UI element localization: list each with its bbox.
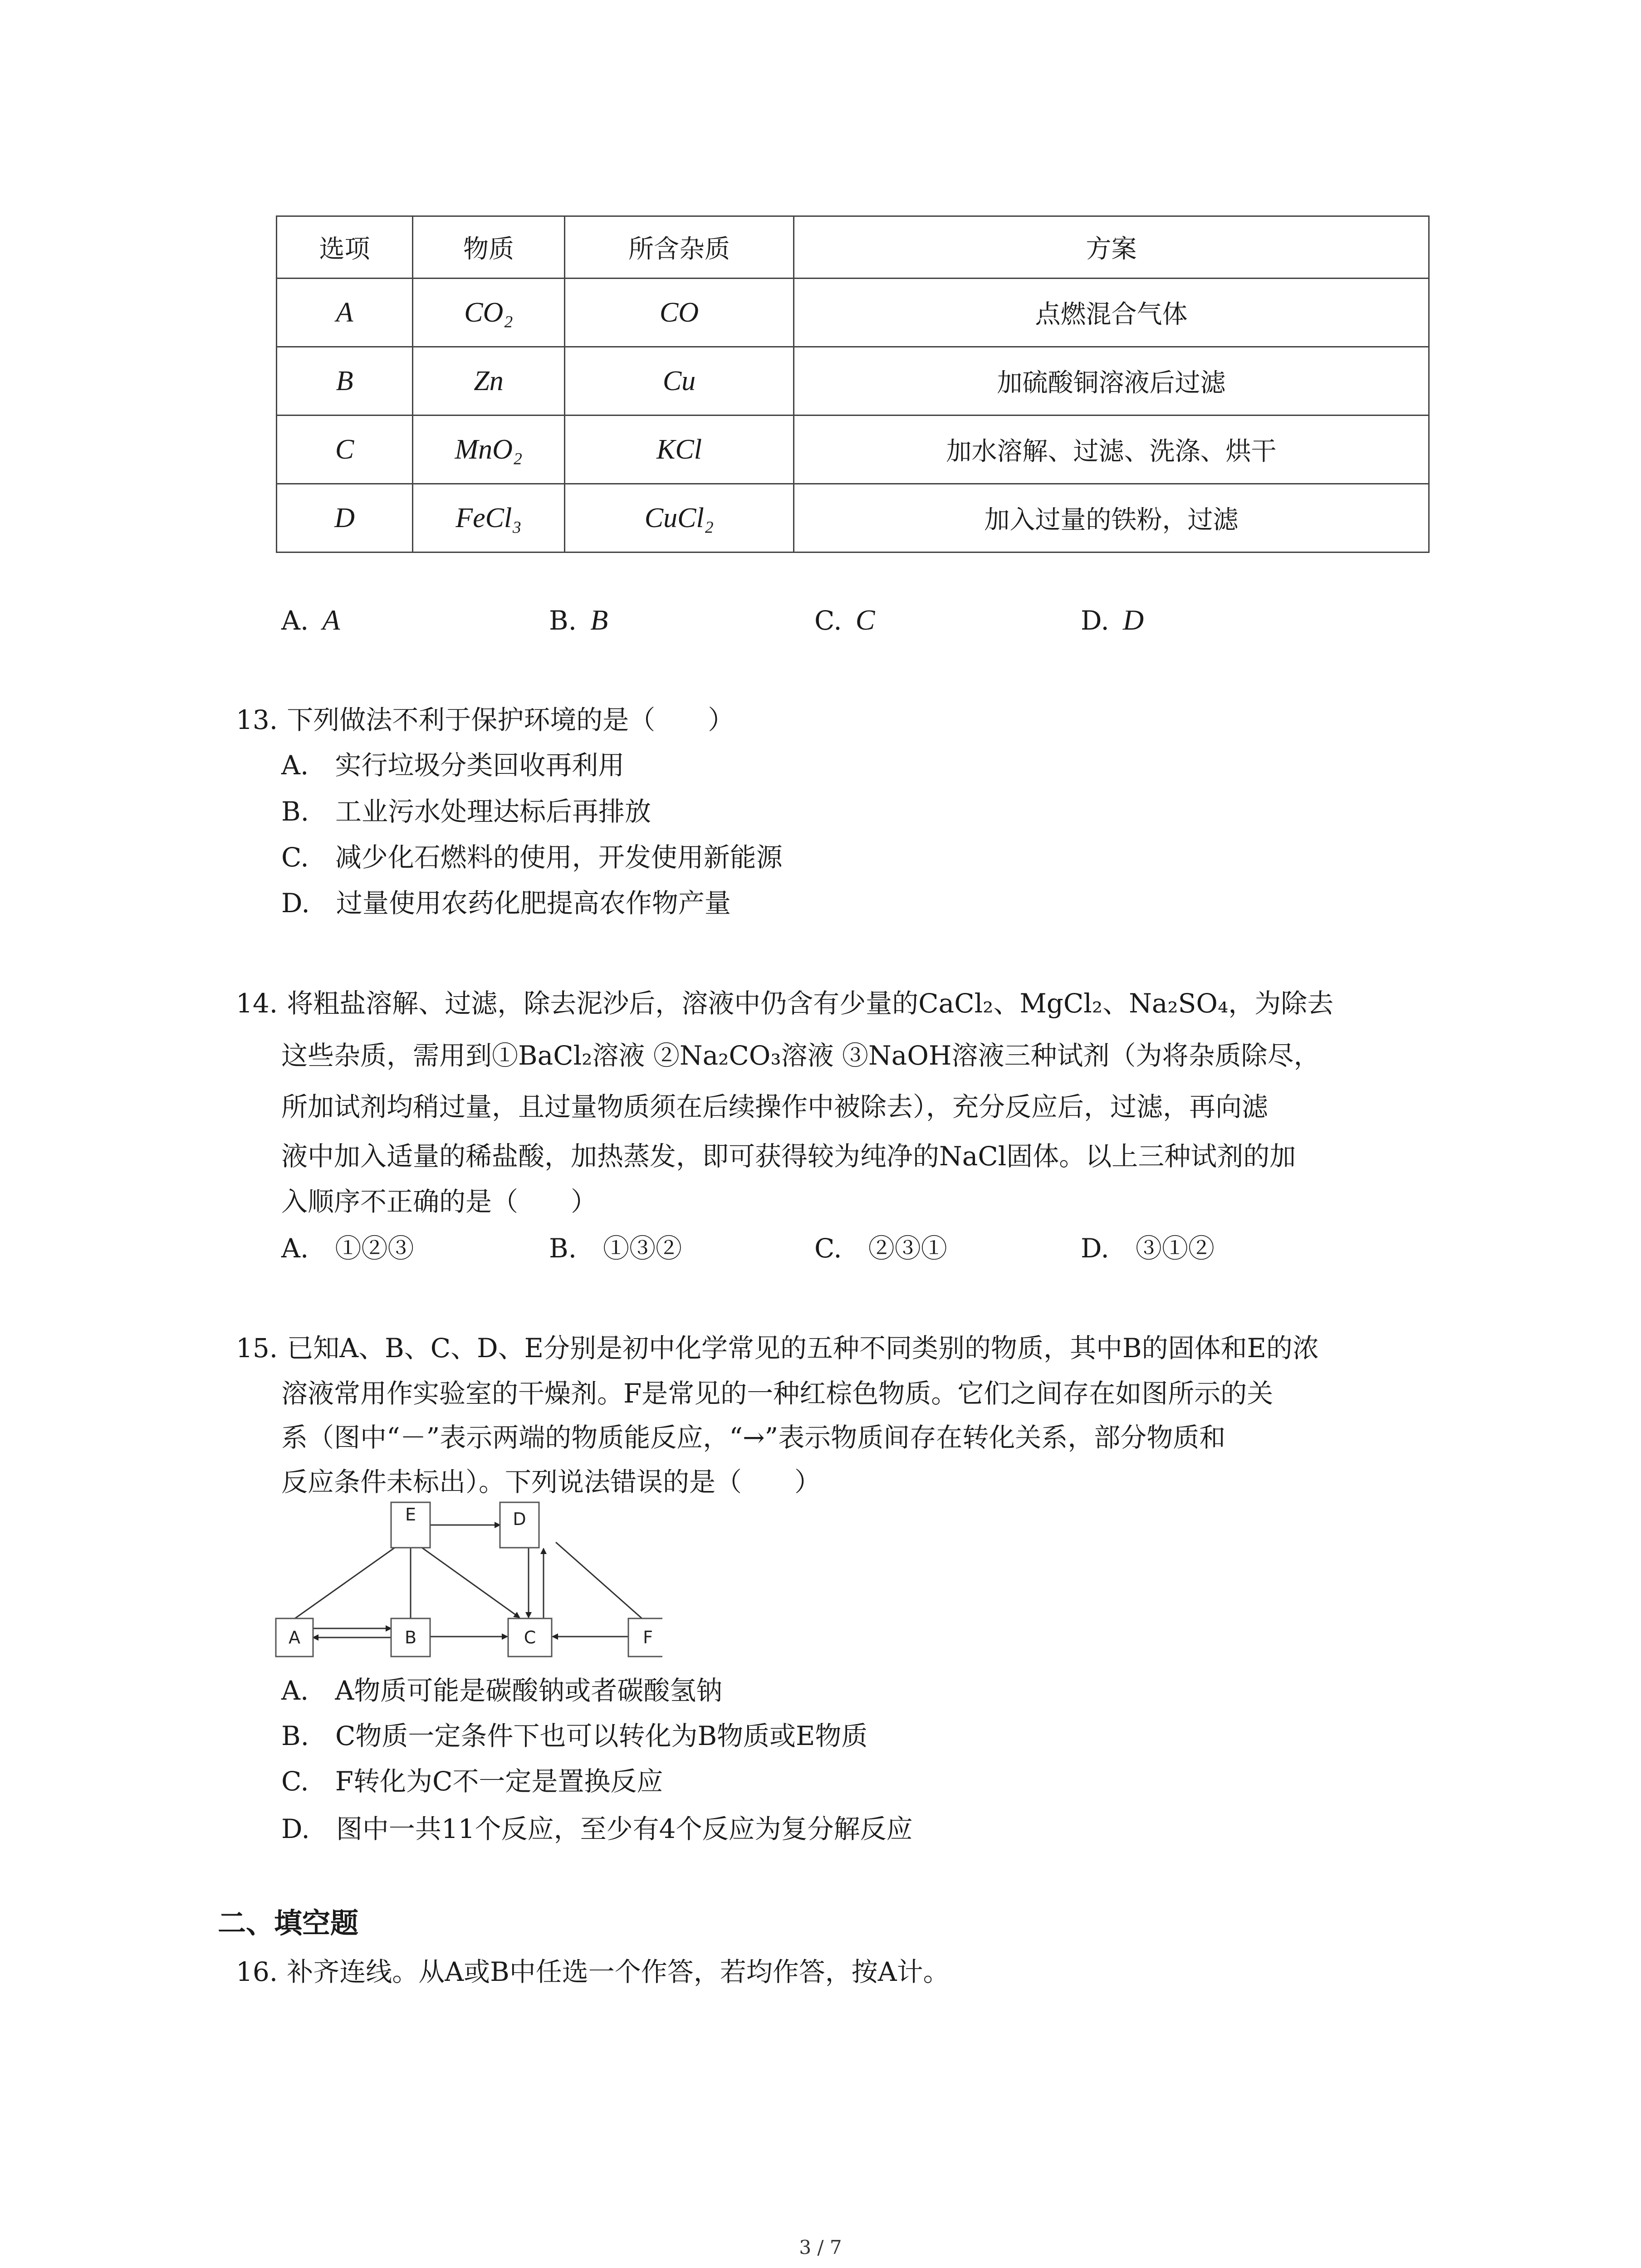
row-substance: CO₂: [413, 279, 565, 347]
row-impurity: CuCl₂: [565, 484, 794, 552]
choice-label: B.: [549, 605, 577, 636]
row-option: C: [277, 415, 413, 484]
table-row: [277, 484, 1429, 552]
q14-choice-d[interactable]: D. ③①②: [1081, 1233, 1215, 1264]
choice-label: C.: [814, 605, 842, 636]
q14-line-2: 这些杂质，需用到①BaCl₂溶液 ②Na₂CO₃溶液 ③NaOH溶液三种试剂（为将杂质除尽，: [281, 1040, 1320, 1071]
row-option: A: [277, 279, 413, 347]
edge-e-c: [422, 1548, 519, 1618]
row-substance: Zn: [413, 347, 565, 415]
q15-line-4: 反应条件未标出）。下列说法错误的是（ ）: [281, 1466, 821, 1497]
q12-choice-a[interactable]: [281, 603, 340, 637]
page-number: 3 / 7: [799, 2236, 842, 2258]
q12-choice-d[interactable]: [1081, 603, 1144, 637]
q14-line-4: 液中加入适量的稀盐酸，加热蒸发，即可获得较为纯净的NaCl固体。以上三种试剂的加: [281, 1141, 1296, 1172]
node-f-label: F: [643, 1628, 653, 1647]
node-b-label: B: [404, 1628, 417, 1647]
q14-line-3: 所加试剂均稍过量，且过量物质须在后续操作中被除去），充分反应后，过滤，再向滤: [281, 1091, 1269, 1122]
q12-table: [276, 215, 1430, 553]
edge-e-a: [295, 1548, 395, 1618]
choice-label: A.: [281, 605, 309, 636]
q15-line-1: [236, 1327, 1319, 1365]
choice-value: A: [322, 604, 340, 636]
q15-choice-c[interactable]: C. F转化为C不一定是置换反应: [281, 1766, 663, 1797]
q14-choice-c[interactable]: C. ②③①: [814, 1233, 947, 1264]
header-option: 选项: [277, 216, 413, 279]
question-text: 将粗盐溶解、过滤，除去泥沙后，溶液中仍含有少量的CaCl₂、MgCl₂、Na₂SO₄，为除去: [287, 988, 1334, 1019]
question-number: 14.: [236, 988, 278, 1019]
node-d-label: D: [513, 1509, 526, 1529]
q14-line-5: 入顺序不正确的是（ ）: [281, 1186, 598, 1217]
header-impurity: 所含杂质: [565, 216, 794, 279]
row-substance: FeCl₃: [413, 484, 565, 552]
row-impurity: KCl: [565, 415, 794, 484]
q14-choice-a[interactable]: A. ①②③: [281, 1233, 414, 1264]
q13-stem: [236, 699, 734, 737]
question-text: 补齐连线。从A或B中任选一个作答，若均作答，按A计。: [287, 1956, 950, 1987]
row-impurity: CO: [565, 279, 794, 347]
q13-choice-a[interactable]: A. 实行垃圾分类回收再利用: [281, 750, 625, 781]
question-text: 已知A、B、C、D、E分别是初中化学常见的五种不同类别的物质，其中B的固体和E的浓: [287, 1333, 1319, 1364]
q13-choice-b[interactable]: B. 工业污水处理达标后再排放: [281, 796, 652, 827]
choice-value: D: [1122, 604, 1144, 636]
q13-choice-c[interactable]: C. 减少化石燃料的使用，开发使用新能源: [281, 842, 783, 873]
table-row: [277, 279, 1429, 347]
table-row: [277, 415, 1429, 484]
row-impurity: Cu: [565, 347, 794, 415]
q12-choice-b[interactable]: [549, 603, 608, 637]
q14-line-1: [236, 982, 1333, 1020]
q16-stem: [236, 1950, 950, 1989]
node-e-label: E: [405, 1505, 416, 1525]
row-substance: MnO₂: [413, 415, 565, 484]
question-number: 16.: [236, 1956, 278, 1987]
row-plan: 加入过量的铁粉，过滤: [794, 484, 1429, 552]
edge-d-f: [556, 1542, 642, 1618]
q13-choice-d[interactable]: D. 过量使用农药化肥提高农作物产量: [281, 888, 731, 919]
q12-choice-c[interactable]: [814, 603, 875, 637]
row-plan: 点燃混合气体: [794, 279, 1429, 347]
row-option: D: [277, 484, 413, 552]
question-text: 下列做法不利于保护环境的是（ ）: [287, 704, 735, 735]
question-number: 13.: [236, 704, 278, 735]
choice-value: C: [855, 604, 875, 636]
q15-line-2: 溶液常用作实验室的干燥剂。F是常见的一种红棕色物质。它们之间存在如图所示的关: [281, 1378, 1274, 1409]
q15-choice-a[interactable]: A. A物质可能是碳酸钠或者碳酸氢钠: [281, 1675, 723, 1706]
row-option: B: [277, 347, 413, 415]
header-plan: 方案: [794, 216, 1429, 279]
section-title: 二、填空题: [218, 1906, 359, 1940]
q15-line-3: 系（图中“－”表示两端的物质能反应，“→”表示物质间存在转化关系，部分物质和: [281, 1422, 1226, 1453]
header-substance: 物质: [413, 216, 565, 279]
question-number: 15.: [236, 1333, 278, 1364]
table-row: [277, 347, 1429, 415]
row-plan: 加硫酸铜溶液后过滤: [794, 347, 1429, 415]
q15-choice-d[interactable]: D. 图中一共11个反应，至少有4个反应为复分解反应: [281, 1813, 913, 1844]
q15-choice-b[interactable]: B. C物质一定条件下也可以转化为B物质或E物质: [281, 1721, 868, 1751]
choice-value: B: [590, 604, 608, 636]
choice-label: D.: [1081, 605, 1109, 636]
node-c-label: C: [524, 1628, 536, 1647]
row-plan: 加水溶解、过滤、洗涤、烘干: [794, 415, 1429, 484]
q14-choice-b[interactable]: B. ①③②: [549, 1233, 682, 1264]
q15-relation-diagram: [272, 1492, 662, 1674]
node-a-label: A: [289, 1628, 300, 1647]
table-header-row: [277, 216, 1429, 279]
